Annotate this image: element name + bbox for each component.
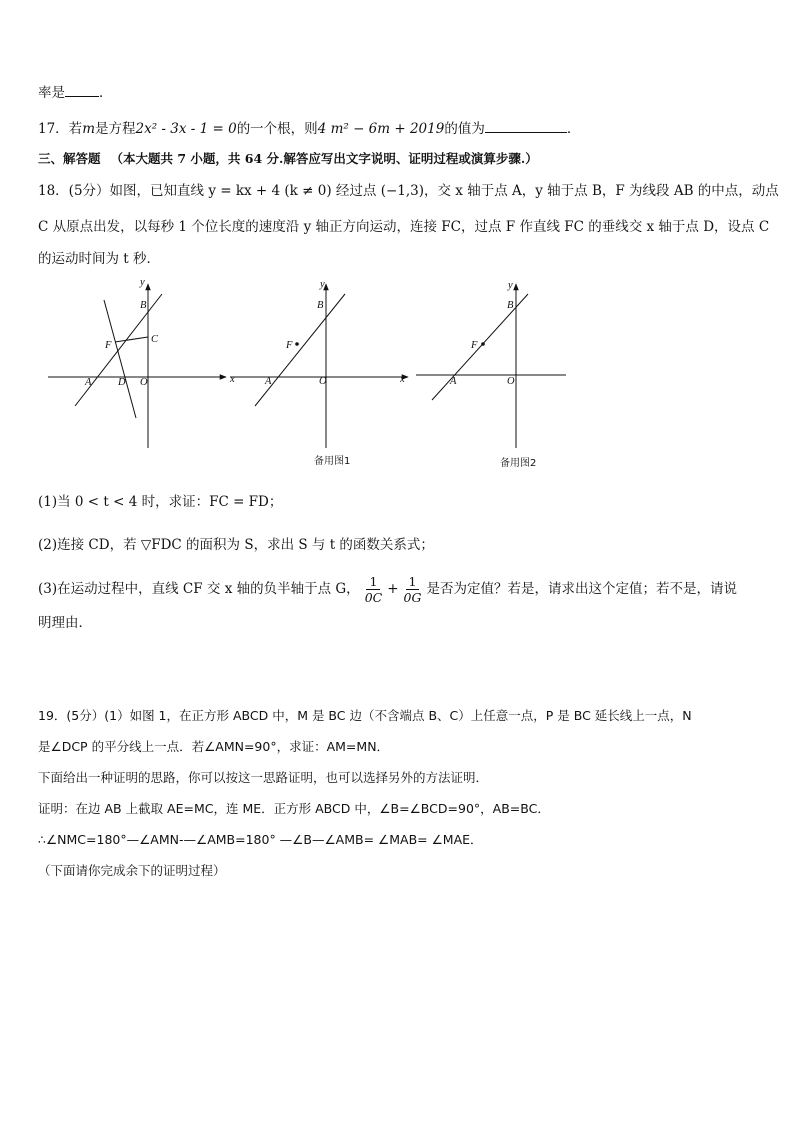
segment-FC <box>115 337 148 342</box>
label-O-2: O <box>319 376 327 387</box>
label-A-1: A <box>85 377 92 388</box>
label-C: C <box>151 334 159 345</box>
q17-equation: 2x² - 3x - 1 = 0 <box>135 121 237 137</box>
section-note: （本大题共 7 小题，共 64 分.解答应写出文字说明、证明过程或演算步骤.） <box>110 151 538 166</box>
label-O-1: O <box>140 377 148 388</box>
q18-line-3: 的运动时间为 t 秒． <box>38 251 161 267</box>
q17-m: m <box>82 121 95 137</box>
q16-end: ． <box>99 85 113 101</box>
q19-line-6: （下面请你完成余下的证明过程） <box>38 863 226 878</box>
plus-sign: + <box>387 581 399 597</box>
label-B-2: B <box>317 300 324 311</box>
q18-part-3 <box>38 572 737 606</box>
caption-backup-1: 备用图1 <box>314 456 351 467</box>
label-O-3: O <box>507 376 515 387</box>
q18-line-2: C 从原点出发，以每秒 1 个位长度的速度沿 y 轴正方向运动，连接 FC，过点 F 作直线 FC 的垂线交 x 轴于点 D，设点 C <box>38 219 770 235</box>
frac1-num: 1 <box>366 574 380 590</box>
q16-tail <box>38 82 113 103</box>
label-x-1: x <box>230 374 235 385</box>
q19-line-1: 19．(5分）(1）如图 1，在正方形 ABCD 中，M 是 BC 边（不含端点 B、C）上任意一点，P 是 BC 延长线上一点，N <box>38 708 692 723</box>
q18-figures <box>40 278 580 473</box>
q17-answer-blank[interactable] <box>485 118 567 133</box>
q16-text: 率是 <box>38 85 65 101</box>
label-y-1: y <box>140 278 145 288</box>
backup-figure-2 <box>416 280 566 469</box>
q18-part-3-cont: 明理由． <box>38 615 92 631</box>
label-A-2: A <box>265 376 272 387</box>
line-AB-2 <box>255 294 345 406</box>
q17-end: ． <box>566 121 581 137</box>
q16-answer-blank[interactable] <box>65 82 99 97</box>
line-AB-1 <box>75 294 162 406</box>
fraction-1-over-OG <box>401 574 425 605</box>
caption-backup-2: 备用图2 <box>500 458 537 469</box>
frac2-num: 1 <box>406 574 420 590</box>
label-y-3: y <box>508 280 513 291</box>
label-F-1: F <box>105 340 112 351</box>
label-D: D <box>118 377 126 388</box>
section-header <box>38 149 538 169</box>
backup-figure-1 <box>230 279 408 467</box>
q19-line-5: ∴∠NMC=180°—∠AMN-—∠AMB=180° —∠B—∠AMB= ∠MAB= ∠MAE． <box>38 832 483 847</box>
frac1-den: 0C <box>364 590 383 605</box>
label-y-2: y <box>320 279 325 290</box>
question-17 <box>38 118 580 139</box>
point-F-3 <box>481 342 485 346</box>
q18-part3-b: 是否为定值？若是，请求出这个定值；若不是，请说 <box>426 581 737 597</box>
q19-line-2: 是∠DCP 的平分线上一点．若∠AMN=90°，求证：AM=MN． <box>38 739 390 754</box>
section-title: 三、解答题 <box>38 151 101 166</box>
line-FD <box>104 300 136 418</box>
label-F-3: F <box>471 340 478 351</box>
label-A-3: A <box>450 376 457 387</box>
q17-mid: 是方程 <box>95 121 136 137</box>
q18-part-2: (2)连接 CD，若 ▽FDC 的面积为 S，求出 S 与 t 的函数关系式； <box>38 537 434 553</box>
q18-line-1: 18．(5分）如图，已知直线 y = kx + 4 (k ≠ 0) 经过点 (−1,3)，交 x 轴于点 A，y 轴于点 B，F 为线段 AB 的中点，动点 <box>38 183 779 199</box>
q18-part-1: (1)当 0 < t < 4 时，求证：FC = FD； <box>38 494 283 510</box>
label-B-1: B <box>140 300 147 311</box>
q19-line-3: 下面给出一种证明的思路，你可以按这一思路证明，也可以选择另外的方法证明． <box>38 770 489 785</box>
label-B-3: B <box>507 300 514 311</box>
main-figure <box>48 278 235 448</box>
point-F-2 <box>295 342 299 346</box>
label-x-2: x <box>400 374 405 385</box>
q17-mid2: 的一个根，则 <box>236 121 318 137</box>
frac2-den: 0G <box>403 590 422 605</box>
label-F-2: F <box>286 340 293 351</box>
q17-prefix: 17．若 <box>38 121 83 137</box>
q17-expression: 4 m² − 6m + 2019 <box>317 121 445 137</box>
fraction-1-over-OC <box>362 574 386 605</box>
q17-tail: 的值为 <box>444 121 485 137</box>
q19-line-4: 证明：在边 AB 上截取 AE=MC，连 ME．正方形 ABCD 中，∠B=∠BCD=90°，AB=BC． <box>38 801 550 816</box>
q18-part3-a: (3)在运动过程中，直线 CF 交 x 轴的负半轴于点 G， <box>38 581 360 597</box>
